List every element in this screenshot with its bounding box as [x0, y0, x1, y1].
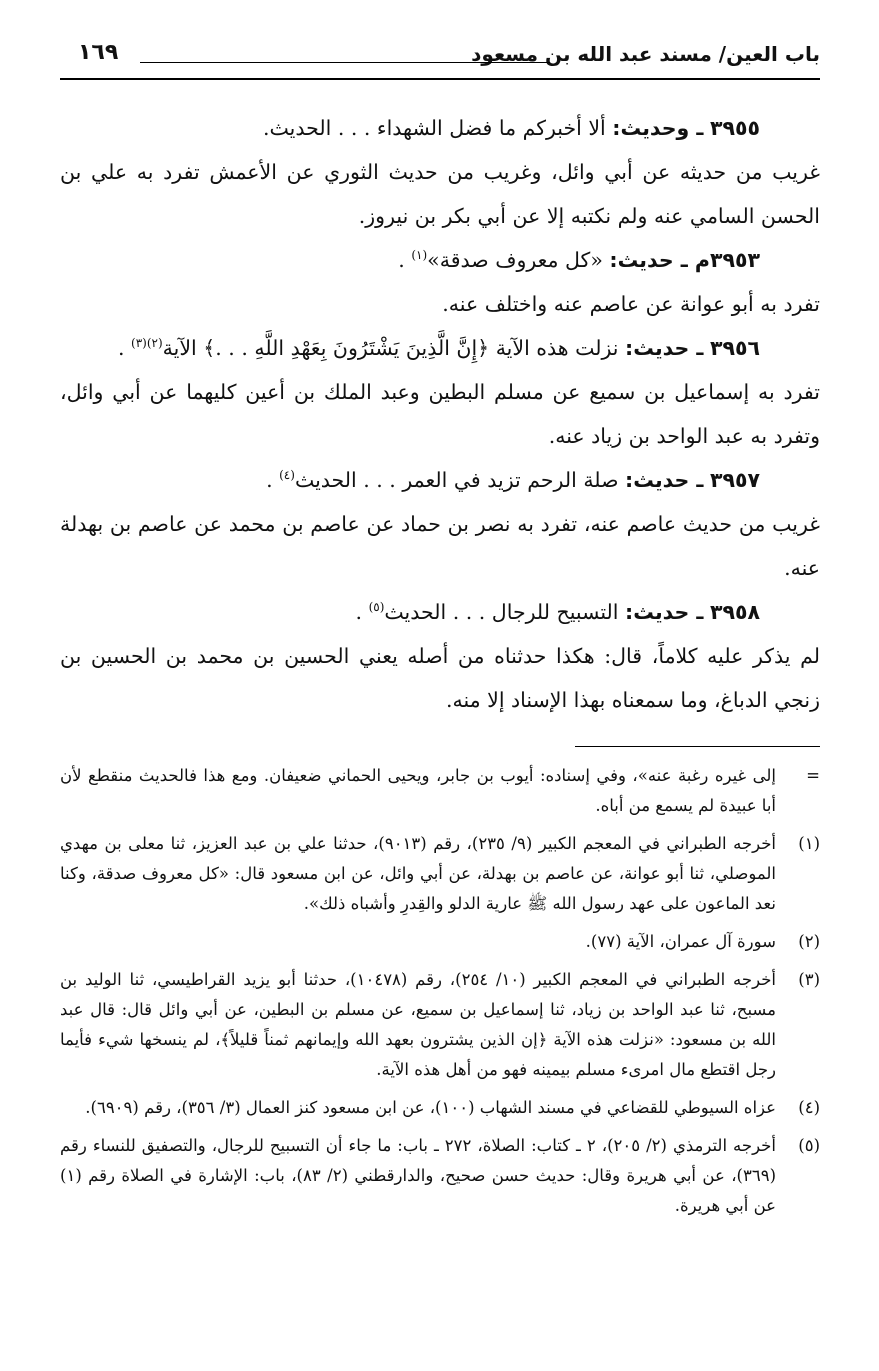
commentary-paragraph: غريب من حديثه عن أبي وائل، وغريب من حديث الثوري عن الأعمش تفرد به علي بن الحسن السامي عنه ولم نكتبه إلا عن أبي بكر بن نيروز. [60, 160, 820, 228]
hadith-text: التسبيح للرجال . . . الحديث [384, 600, 619, 624]
hadith-number: ٣٩٥٧ [709, 468, 760, 492]
hadith-label: ـ وحديث: [612, 116, 704, 140]
commentary-paragraph: لم يذكر عليه كلاماً، قال: هكذا حدثناه من أصله يعني الحسين بن محمد بن الحسين بن زنجي الدباغ، وما سمعناه بهذا الإسناد إلا منه. [60, 644, 820, 712]
hadith-number: ٣٩٥٥ [709, 116, 760, 140]
hadith-label: ـ حديث: [625, 336, 704, 360]
footnote-5 [60, 1131, 820, 1221]
hadith-3957: ٣٩٥٧ ـ حديث: صلة الرحم تزيد في العمر . . . الحديث$^{(٤)}$ . [266, 468, 760, 492]
hadith-text: صلة الرحم تزيد في العمر . . . الحديث [294, 468, 619, 492]
hadith-number: ٣٩٥٨ [709, 600, 760, 624]
footnote-text: أخرجه الطبراني في المعجم الكبير (١٠/ ٢٥٤)، رقم (١٠٤٧٨)، حدثنا أبو يزيد القراطيسي، ثنا الوليد بن مسبح، ثنا عبد الواحد بن زياد، ثنا إسماعيل بن سميع، عن مسلم بن البطين، عن أبي وائل قال: قال عبد الله بن مسعود: «نزلت هذه الآية ﴿إن الذين يشترون بعهد الله وإيمانهم ثمناً قليلاً﴾، لم ينسخها شيء فأيما رجل اقتطع مال امرىء مسلم بيمينه فهو من أهل هذه الآية. [60, 970, 776, 1079]
hadith-number: ٣٩٥٣ [709, 248, 760, 272]
footnote-ref: (١) [411, 248, 428, 263]
hadith-label: م ـ حديث: [609, 248, 710, 272]
footnote-continuation [60, 761, 820, 821]
hadith-text: نزلت هذه الآية ﴿إِنَّ الَّذِينَ يَشْتَرُونَ بِعَهْدِ اللَّهِ . . .﴾ الآية [162, 336, 619, 360]
book-page [60, 38, 820, 1229]
footnote-ref: (٢)(٣) [131, 336, 163, 351]
header-rule [140, 62, 550, 63]
footnote-marker: (٣) [798, 970, 820, 989]
main-text [60, 106, 820, 722]
footnote-marker: = [806, 766, 820, 785]
footnote-text: عزاه السيوطي للقضاعي في مسند الشهاب (١٠٠)، عن ابن مسعود كنز العمال (٣/ ٣٥٦)، رقم (٦٩٠٩). [85, 1098, 776, 1117]
footnote-ref: (٥) [368, 600, 385, 615]
hadith-3958: ٣٩٥٨ ـ حديث: التسبيح للرجال . . . الحديث$^{(٥)}$ . [355, 600, 760, 624]
hadith-3955 [60, 106, 820, 150]
footnote-3 [60, 965, 820, 1085]
commentary-paragraph: تفرد به أبو عوانة عن عاصم عنه واختلف عنه. [442, 292, 820, 316]
hadith-number: ٣٩٥٦ [709, 336, 760, 360]
hadith-3953: ٣٩٥٣م ـ حديث: «كل معروف صدقة»$^{(١)}$ . [398, 248, 760, 272]
hadith-label: ـ حديث: [625, 600, 704, 624]
footnote-marker: (٢) [798, 932, 820, 951]
footnote-separator [575, 746, 820, 747]
footnote-text: أخرجه الترمذي (٢/ ٢٠٥)، ٢ ـ كتاب: الصلاة، ٢٧٢ ـ باب: ما جاء أن التسبيح للرجال، والتصفيق للنساء رقم (٣٦٩)، عن أبي هريرة وقال: حديث حسن صحيح، والدارقطني (٢/ ٨٣)، باب: الإشارة في الصلاة رقم (١) عن أبي هريرة. [60, 1136, 777, 1215]
footnote-2 [60, 927, 820, 957]
footnote-ref: (٤) [279, 468, 295, 483]
footnote-marker: (٥) [798, 1136, 820, 1155]
chapter-title: باب العين/ مسند عبد الله بن مسعود [471, 42, 820, 66]
footnote-text: أخرجه الطبراني في المعجم الكبير (٩/ ٢٣٥)، رقم (٩٠١٣)، حدثنا علي بن عبد العزيز، ثنا معلى بن مهدي الموصلي، ثنا أبو عوانة، عن عاصم بن بهدلة، عن أبي وائل، عن ابن مسعود قال: «كل معروف صدقة، وكنا نعد الماعون على عهد رسول الله ﷺ عارية الدلو والقِدرِ وأشباه ذلك». [60, 834, 776, 913]
footnote-marker: (٤) [798, 1098, 820, 1117]
footnote-4 [60, 1093, 820, 1123]
hadith-label: ـ حديث: [625, 468, 704, 492]
footnote-text: إلى غيره رغبة عنه»، وفي إسناده: أيوب بن جابر، ويحيى الحماني ضعيفان. ومع هذا فالحديث منقطع لأن أبا عبيدة لم يسمع من أباه. [60, 766, 776, 815]
footnote-text: سورة آل عمران، الآية (٧٧). [585, 932, 776, 951]
hadith-text: ألا أخبركم ما فضل الشهداء . . . الحديث. [263, 116, 606, 140]
page-number: ١٦٩ [78, 40, 119, 65]
footnote-1 [60, 829, 820, 919]
commentary-paragraph: غريب من حديث عاصم عنه، تفرد به نصر بن حماد عن عاصم بن محمد عن عاصم بن بهدلة عنه. [60, 512, 820, 580]
hadith-text: «كل معروف صدقة» [427, 248, 603, 272]
footnote-marker: (١) [798, 834, 820, 853]
running-header [60, 38, 820, 80]
hadith-3956: ٣٩٥٦ ـ حديث: نزلت هذه الآية ﴿إِنَّ الَّذِينَ يَشْتَرُونَ بِعَهْدِ اللَّهِ . . .﴾ الآية$^{(٢)(٣)}$ . [117, 336, 760, 360]
footnotes [60, 761, 820, 1221]
commentary-paragraph: تفرد به إسماعيل بن سميع عن مسلم البطين وعبد الملك بن أعين كليهما عن أبي وائل، وتفرد به عبد الواحد بن زياد عنه. [60, 380, 820, 448]
